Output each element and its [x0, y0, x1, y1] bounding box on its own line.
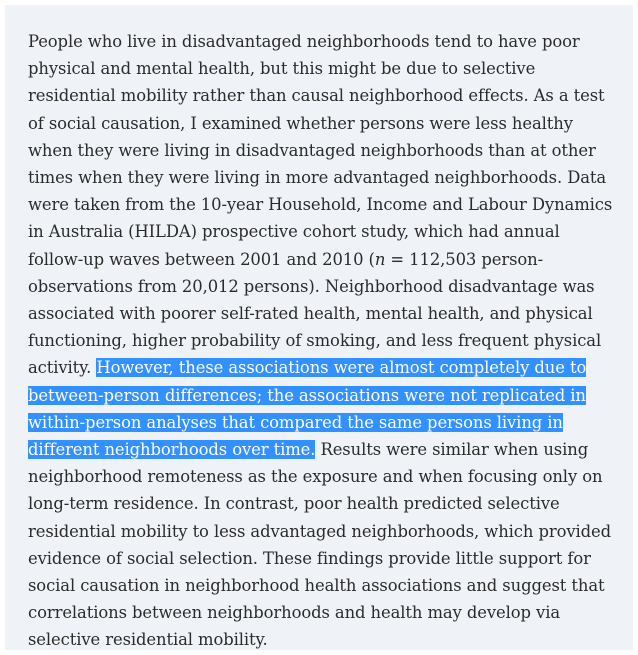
abstract-text[interactable]	[28, 28, 613, 654]
abstract-part-2: = 112,503 person-observations from 20,012 persons). Neighborhood disadvantage was associated with poorer self-rated health, mental health, and physical functioning, higher probability of smoking, and less frequent physical activity.	[28, 249, 602, 378]
abstract-panel	[5, 5, 633, 650]
n-symbol: n	[374, 249, 386, 269]
abstract-part-3: Results were similar when using neighborhood remoteness as the exposure and when focusing only on long-term residence. In contrast, poor health predicted selective residential mobility to less advantaged neighborhoods, which provided evidence of social selection. These findings provide little support for social causation in neighborhood health associations and suggest that correlations between neighborhoods and health may develop via selective residential mobility.	[28, 440, 612, 650]
abstract-part-1: People who live in disadvantaged neighborhoods tend to have poor physical and mental health, but this might be due to selective residential mobility rather than causal neighborhood effects. As a test of social causation, I examined whether persons were less healthy when they were living in disadvantaged neighborhoods than at other times when they were living in more advantaged neighborhoods. Data were taken from the 10-year Household, Income and Labour Dynamics in Australia (HILDA) prospective cohort study, which had annual follow-up waves between 2001 and 2010 (	[28, 32, 613, 269]
selected-text-highlight[interactable]: However, these associations were almost completely due to between-person differences; the associations were not replicated in within-person analyses that compared the same persons living in different neighborhoods over time.	[28, 358, 587, 460]
